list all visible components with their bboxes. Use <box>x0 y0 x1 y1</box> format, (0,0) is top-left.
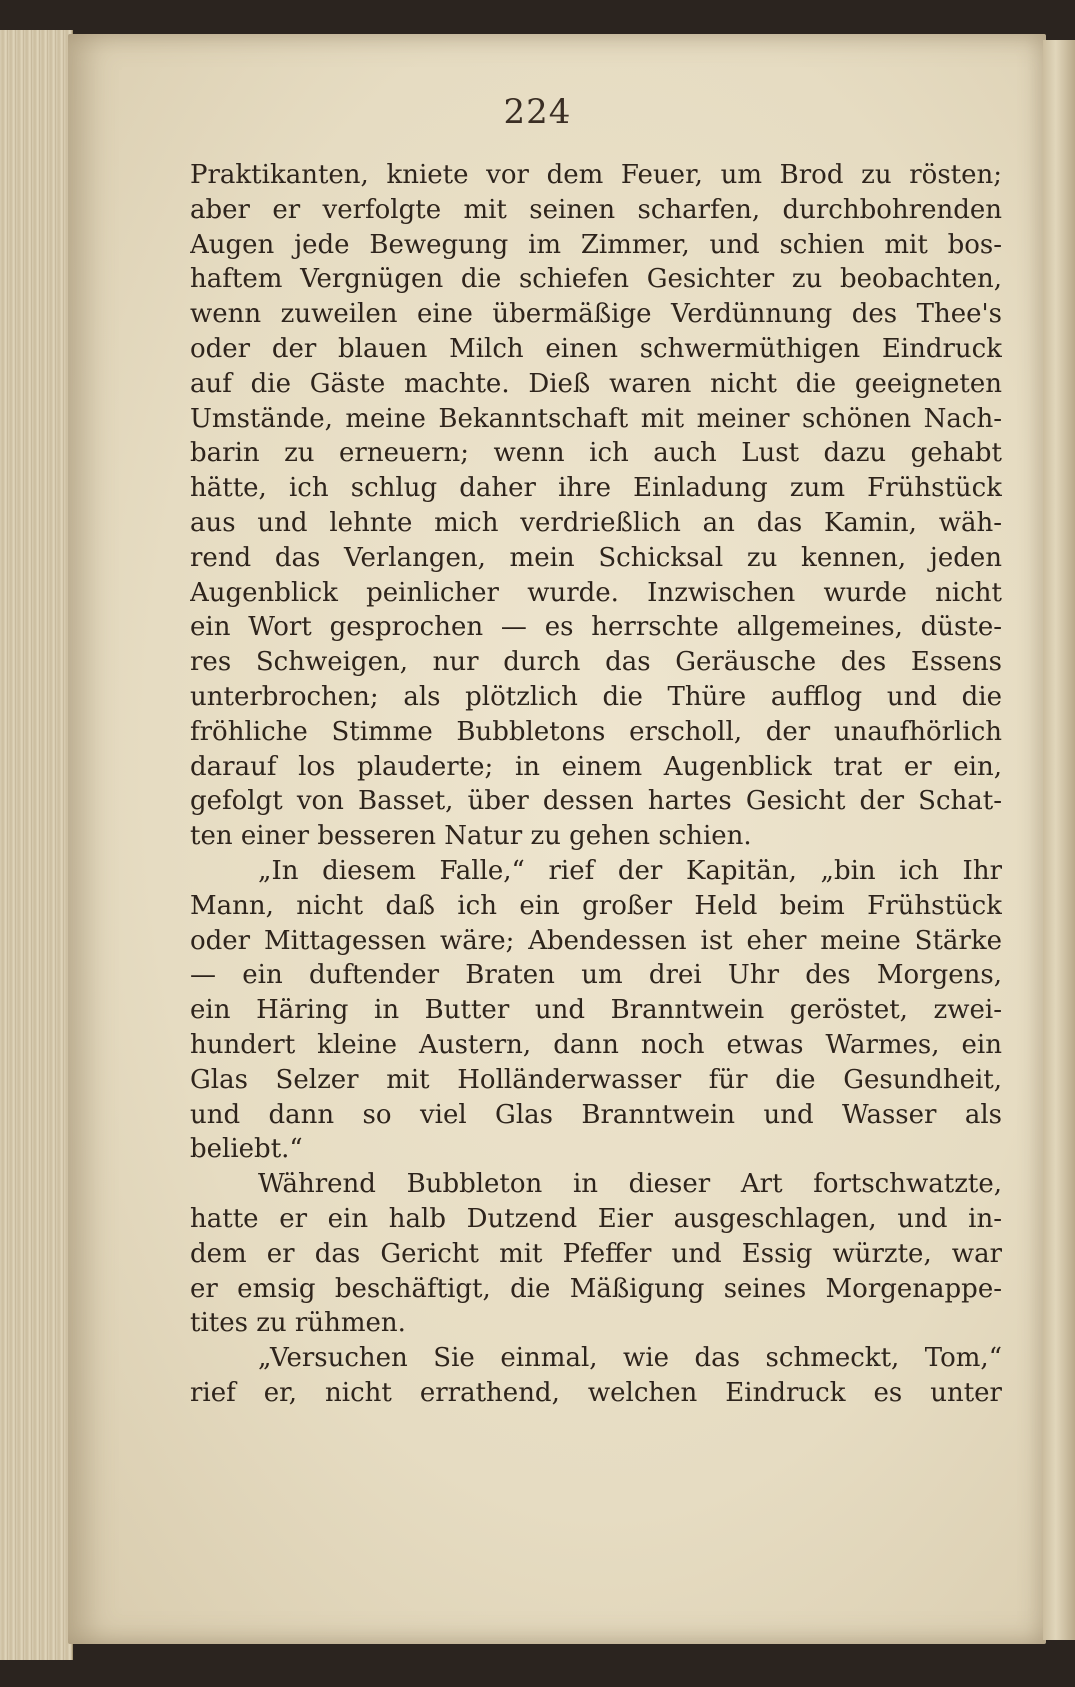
text-line: tites zu rühmen. <box>190 1308 406 1339</box>
page-edges-left <box>0 30 73 1660</box>
text-line: er emsig beschäftigt, die Mäßigung seines Morgenappe- <box>190 1273 1002 1304</box>
text-line: unterbrochen; als plötzlich die Thüre aufflog und die <box>190 681 1002 712</box>
text-line: ten einer besseren Natur zu gehen schien. <box>190 821 752 852</box>
text-line: dem er das Gericht mit Pfeffer und Essig würzte, war <box>190 1238 1002 1269</box>
text-line: aber er verfolgte mit seinen scharfen, durchbohrenden <box>190 194 1002 225</box>
text-line: gefolgt von Basset, über dessen hartes Gesicht der Schat- <box>190 786 1002 817</box>
text-line: und dann so viel Glas Branntwein und Wasser als <box>190 1099 1002 1130</box>
text-line: Augen jede Bewegung im Zimmer, und schien mit bos- <box>190 229 1002 260</box>
text-line: wenn zuweilen eine übermäßige Verdünnung des Thee's <box>190 299 1002 330</box>
text-line: „In diesem Falle,“ rief der Kapitän, „bin ich Ihr <box>258 855 1002 886</box>
text-line: Praktikanten, kniete vor dem Feuer, um Brod zu rösten; <box>190 160 1002 190</box>
text-line: Glas Selzer mit Holländerwasser für die Gesundheit, <box>190 1064 1002 1095</box>
text-line: hätte, ich schlug daher ihre Einladung zum Frühstück <box>190 473 1002 504</box>
text-line: hatte er ein halb Dutzend Eier ausgeschlagen, und in- <box>190 1203 1002 1234</box>
text-line: ein Häring in Butter und Branntwein geröstet, zwei- <box>190 995 1002 1026</box>
text-line: res Schweigen, nur durch das Geräusche des Essens <box>190 647 1002 678</box>
text-line: Augenblick peinlicher wurde. Inzwischen wurde nicht <box>190 577 1002 608</box>
text-line: Während Bubbleton in dieser Art fortschwatzte, <box>258 1169 1002 1200</box>
text-line: Mann, nicht daß ich ein großer Held beim Frühstück <box>190 890 1002 921</box>
page-edges-right <box>1043 40 1075 1640</box>
text-line: hundert kleine Austern, dann noch etwas Warmes, ein <box>190 1029 1002 1060</box>
text-line: fröhliche Stimme Bubbletons erscholl, der unaufhörlich <box>190 716 1002 747</box>
text-line: rief er, nicht errathend, welchen Eindruck es unter <box>190 1377 1002 1408</box>
text-line: beliebt.“ <box>190 1134 303 1165</box>
text-line: oder Mittagessen wäre; Abendessen ist eher meine Stärke <box>190 925 1002 956</box>
text-line: haftem Vergnügen die schiefen Gesichter zu beobachten, <box>190 264 1002 295</box>
text-line: barin zu erneuern; wenn ich auch Lust dazu gehabt <box>190 438 1002 469</box>
text-line: — ein duftender Braten um drei Uhr des Morgens, <box>190 960 1002 991</box>
text-line: aus und lehnte mich verdrießlich an das Kamin, wäh- <box>190 507 1002 538</box>
text-line: „Versuchen Sie einmal, wie das schmeckt, Tom,“ <box>258 1343 1002 1374</box>
text-line: ein Wort gesprochen — es herrschte allgemeines, düste- <box>190 612 1002 643</box>
text-line: oder der blauen Milch einen schwermüthigen Eindruck <box>190 333 1002 364</box>
text-line: darauf los plauderte; in einem Augenblick trat er ein, <box>190 751 1002 782</box>
text-line: auf die Gäste machte. Dieß waren nicht die geeigneten <box>190 368 1002 399</box>
page-number: 224 <box>503 92 572 132</box>
body-text <box>190 158 1002 1411</box>
text-line: rend das Verlangen, mein Schicksal zu kennen, jeden <box>190 542 1002 573</box>
text-line: Umstände, meine Bekanntschaft mit meiner schönen Nach- <box>190 403 1002 434</box>
